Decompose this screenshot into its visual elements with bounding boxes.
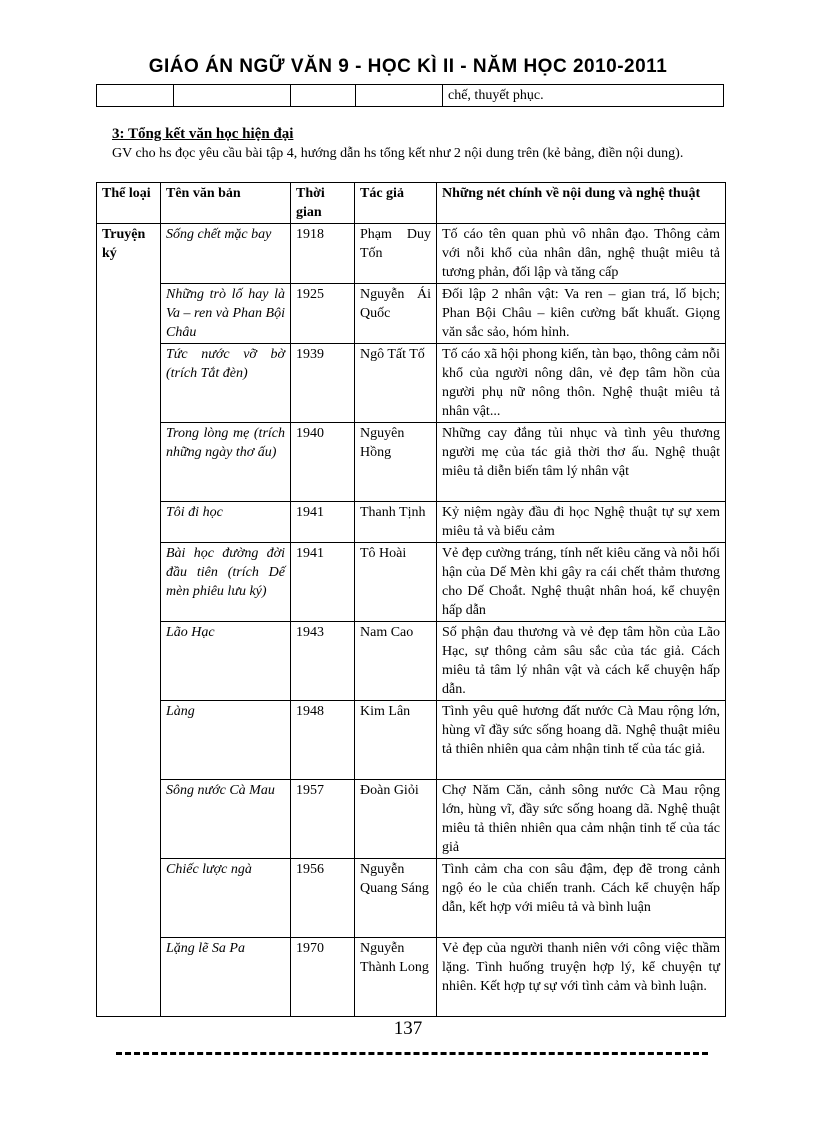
instruction-text: GV cho hs đọc yêu cầu bài tập 4, hướng dẫn hs tổng kết như 2 nội dung trên (kẻ bảng, điền nội dung). <box>112 146 684 161</box>
work-title-cell: Sống chết mặc bay <box>161 224 291 284</box>
table-row <box>97 423 726 502</box>
table-row <box>97 284 726 344</box>
author-cell: Nguyên Hồng <box>355 423 437 502</box>
author-cell: Phạm Duy Tốn <box>355 224 437 284</box>
work-title-cell: Trong lòng mẹ (trích những ngày thơ ấu) <box>161 423 291 502</box>
empty-cell <box>97 85 174 107</box>
content-cell: Đối lập 2 nhân vật: Va ren – gian trá, lố bịch; Phan Bội Châu – kiên cường bất khuất. Giọng văn sắc sảo, hóm hỉnh. <box>437 284 726 344</box>
author-cell: Kim Lân <box>355 701 437 780</box>
author-cell: Đoàn Giỏi <box>355 780 437 859</box>
table-header-row <box>97 183 726 224</box>
footer-dashed-line <box>116 1052 708 1055</box>
empty-cell <box>291 85 356 107</box>
content-cell: Vẻ đẹp cường tráng, tính nết kiêu căng và nỗi hối hận của Dế Mèn khi gây ra cái chết thảm thương cho Dế Choắt. Nghệ thuật nhân hoá, kể chuyện hấp dẫn <box>437 543 726 622</box>
table-row <box>97 938 726 1017</box>
year-cell: 1925 <box>291 284 355 344</box>
page-number: 137 <box>393 1018 423 1039</box>
work-title-cell: Sông nước Cà Mau <box>161 780 291 859</box>
table-body <box>97 224 726 1017</box>
header-author: Tác giả <box>355 183 437 224</box>
work-title-cell: Bài học đường đời đầu tiên (trích Dế mèn phiêu lưu ký) <box>161 543 291 622</box>
work-title-cell: Lặng lẽ Sa Pa <box>161 938 291 1017</box>
empty-cell <box>174 85 291 107</box>
year-cell: 1939 <box>291 344 355 423</box>
author-cell: Nguyễn Quang Sáng <box>355 859 437 938</box>
content-cell: Tố cáo xã hội phong kiến, tàn bạo, thông cảm nỗi khổ của người nông dân, vẻ đẹp tâm hồn của người phụ nữ nông thôn. Nghệ thuật miêu tả nhân vật... <box>437 344 726 423</box>
header-work: Tên văn bản <box>161 183 291 224</box>
content-cell: Chợ Năm Căn, cảnh sông nước Cà Mau rộng lớn, hùng vĩ, đầy sức sống hoang dã. Nghệ thuật miêu tả thiên nhiên qua cảm nhận tinh tế của tác giả <box>437 780 726 859</box>
work-title-cell: Tức nước vỡ bờ (trích Tắt đèn) <box>161 344 291 423</box>
author-cell: Tô Hoài <box>355 543 437 622</box>
work-title-cell: Lão Hạc <box>161 622 291 701</box>
year-cell: 1941 <box>291 502 355 543</box>
table-row <box>97 859 726 938</box>
author-cell: Nguyễn Thành Long <box>355 938 437 1017</box>
author-cell: Nam Cao <box>355 622 437 701</box>
previous-table-remnant <box>96 84 724 107</box>
empty-cell <box>356 85 443 107</box>
table-cell-content: chế, thuyết phục. <box>443 85 724 107</box>
table-row <box>97 224 726 284</box>
year-cell: 1941 <box>291 543 355 622</box>
table-row <box>97 780 726 859</box>
header-content: Những nét chính về nội dung và nghệ thuật <box>437 183 726 224</box>
work-title-cell: Những trò lố hay là Va – ren và Phan Bội Châu <box>161 284 291 344</box>
author-cell: Ngô Tất Tố <box>355 344 437 423</box>
literature-summary-table <box>96 182 726 1017</box>
year-cell: 1957 <box>291 780 355 859</box>
author-cell: Thanh Tịnh <box>355 502 437 543</box>
content-cell: Số phận đau thương và vẻ đẹp tâm hồn của Lão Hạc, sự thông cảm sâu sắc của tác giả. Cách miêu tả tâm lý nhân vật và cách kể chuyện hấp dẫn. <box>437 622 726 701</box>
work-title-cell: Làng <box>161 701 291 780</box>
author-cell: Nguyễn Ái Quốc <box>355 284 437 344</box>
content-cell: Những cay đắng tủi nhục và tình yêu thương người mẹ của tác giả thời thơ ấu. Nghệ thuật miêu tả diễn biến tâm lý nhân vật <box>437 423 726 502</box>
content-cell: Tố cáo tên quan phủ vô nhân đạo. Thông cảm với nỗi khổ của nhân dân, nghệ thuật miêu tả tương phản, đối lập và tăng cấp <box>437 224 726 284</box>
section-title: 3: Tổng kết văn học hiện đại <box>112 126 294 142</box>
content-cell: Kỷ niệm ngày đầu đi học Nghệ thuật tự sự xem miêu tả và biểu cảm <box>437 502 726 543</box>
year-cell: 1956 <box>291 859 355 938</box>
content-cell: Tình yêu quê hương đất nước Cà Mau rộng lớn, hùng vĩ đầy sức sống hoang dã. Nghệ thuật miêu tả thiên nhiên qua cảm nhận tinh tế của tác giả. <box>437 701 726 780</box>
year-cell: 1918 <box>291 224 355 284</box>
genre-cell: Truyện ký <box>97 224 161 1017</box>
page-header: GIÁO ÁN NGỮ VĂN 9 - HỌC KÌ II - NĂM HỌC 2010-2011 <box>148 56 668 77</box>
table-row <box>97 502 726 543</box>
content-cell: Tình cảm cha con sâu đậm, đẹp đẽ trong cảnh ngộ éo le của chiến tranh. Cách kể chuyện hấp dẫn, kết hợp với miêu tả và bình luận <box>437 859 726 938</box>
work-title-cell: Chiếc lược ngà <box>161 859 291 938</box>
table-row <box>97 622 726 701</box>
table-row <box>97 543 726 622</box>
work-title-cell: Tôi đi học <box>161 502 291 543</box>
header-year: Thời gian <box>291 183 355 224</box>
header-genre: Thể loại <box>97 183 161 224</box>
year-cell: 1948 <box>291 701 355 780</box>
table-row <box>97 344 726 423</box>
year-cell: 1943 <box>291 622 355 701</box>
year-cell: 1970 <box>291 938 355 1017</box>
content-cell: Vẻ đẹp của người thanh niên với công việc thầm lặng. Tình huống truyện hợp lý, kể chuyện tự nhiên. Kết hợp tự sự với tình cảm và bình luận. <box>437 938 726 1017</box>
year-cell: 1940 <box>291 423 355 502</box>
table-row <box>97 701 726 780</box>
